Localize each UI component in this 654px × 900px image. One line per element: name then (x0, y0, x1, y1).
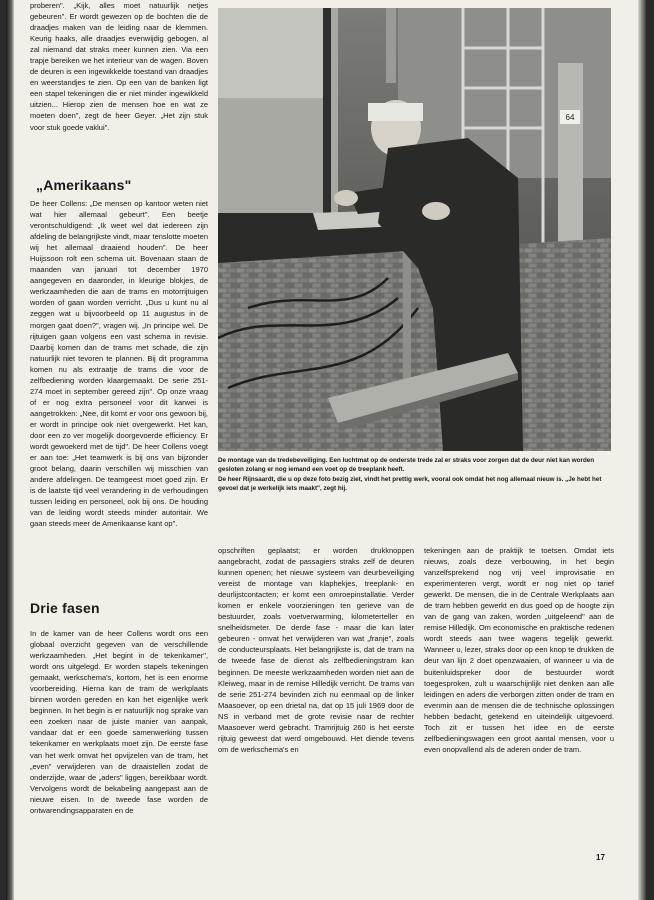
book-spine-shadow (6, 0, 14, 900)
paragraph: De heer Collens: „De mensen op kantoor weten niet wat hier allemaal gebeurt". Een beetje verontschuldigend: „Ik weet wel dat iedereen zijn afdeling de belangrijkste vindt, maar tenslotte moeten wij het allemaal draaiend houden". De heer Huijssoon rolt een schema uit. Bovenaan staan de maanden van januari tot december 1970 aangegeven en daaronder, in kleurige blokjes, de werkzaamheden die aan de trams en motorrijtuigen worden of gaan worden verricht. „Dus u kunt nu al zeggen wat u bijvoorbeeld op 11 augustus in de morgen gaat doen?", vragen wij. „In principe wel. De rijtuigen gaan volgens een vast schema in revisie. Daarbij komen dan de trams met schade, die zijn natuurlijk niet tevoren te plannen. Bij dit programma komen nu als extraatje de trams die voor de zelfbediening worden klaargemaakt. De serie 251-274 moet in september gereed zijn". Op onze vraag of er nog extra personeel voor dit karwei is aangetrokken: „Nee, dit komt er voor ons gewoon bij, er wordt in principe ook niet overgewerkt. Het kan, door een zo ver mogelijk doorgevoerde efficiency. Er wordt gewoekerd met de tijd". De heer Collens voegt er aan toe: „Het teamwerk is bij ons van bijzonder groot belang, daarin verschillen wij misschien van andere afdelingen. De teamgeest moet goed zijn. Er is de laatste tijd veel verandering in de verhoudingen tussen leiding en personeel, ook bij ons. De houding van de leiding wordt steeds minder autoritair. We gaan steeds meer de Amerikaanse kant op". (30, 199, 208, 529)
photo-caption (218, 456, 614, 493)
workshop-photo (218, 8, 611, 451)
column-3-text (424, 545, 614, 755)
paragraph: opschriften geplaatst; er worden drukknoppen aangebracht, zodat de passagiers straks zelf de deuren kunnen openen; het nieuwe systeem van deurbeveiliging vereist de montage van klaphekjes, treeplank- en deurlijstcontacten; er komt een omroepinstallatie. Verder komen er enkele voorzieningen ten gerieve van de bestuurder, zoals voetverwarming, kilometerteller en snelheidsmeter. De derde fase - maar die kan later gebeuren - omvat het verwijderen van wat „franje", zoals de conducteursplaats. Het belangrijkste is, dat de tram na de tweede fase de dienst als zelfbedieningstram kan beginnen. De meeste werkzaamheden worden niet aan de Kleiweg, maar in de remise Hilledijk verricht. De trams van de serie 251-274 bevinden zich nu eenmaal op de linker Maasoever, op een drietal na, dat op 15 juli 1969 door de NS in verband met de grote revisie naar de rechter Maasoever werd gebracht. Tramrijtuig 260 is het eerste rijtuig geweest dat werd omgebouwd. Het diende tevens om de werkschema's en (218, 546, 414, 754)
column-2-text (218, 545, 414, 755)
paragraph: In de kamer van de heer Collens wordt ons een globaal overzicht gegeven van de verschillende werkzaamheden. „Het begint in de tekenkamer", wordt ons uitgelegd. Er worden stapels tekeningen gemaakt, werkschema's, kortom, het is een enorme voorbereiding. Hierna kan de tram de werkplaats binnen worden gereden en kan het eigenlijke werk beginnen. In het begin is er natuurlijk nog sprake van een zoeken naar de juiste manier van aanpak, vandaar dat er een goede samenwerking tussen tekenkamer en werkplaats moet zijn. De eerste fase van het werk omvat het opvijzelen van de tram, het „even" verwijderen van de draaistellen zodat de onderzijde, waar de „aders" liggen, bereikbaar wordt. Vervolgens wordt de bekabeling aangepast aan de nieuwe eisen. In de tweede fase worden de ontwarendingsapparaten en de (30, 629, 208, 815)
column-1-amerikaans-text (30, 198, 208, 529)
page-number: 17 (596, 853, 605, 862)
paragraph: proberen". „Kijk, alles moet natuurlijk netjes gebeuren". Er wordt gewezen op de bochten die de draadjes maken van de leiding naar de klemmen. Keurig haaks, alle draadjes evenwijdig gebogen, al zal niemand dat straks meer kunnen zien. Via een trapje bereiken we het interieur van de wagen. Boven de deuren is een ingewikkelde toestand van draadjes en weerstandjes te zien. Op een van de banken ligt een stapel tekeningen die er niet minder ingewikkeld uitzien... Hierop zien de mensen hoe en wat ze moeten doen", zegt de heer Geyer. „Het zijn stuk voor stuk goede vaklui". (30, 1, 208, 132)
photo-illustration (218, 8, 611, 451)
paragraph: tekeningen aan de praktijk te toetsen. Omdat iets nieuws, zoals deze verbouwing, in het begin vanzelfsprekend nog vrij veel improvisatie en experimenteren vergt, wordt er nog niet op tarief gewerkt. De mensen, die in de Centrale Werkplaats aan de tram hebben gewerkt en dus goed op de hoogte zijn van de gang van zaken, worden „uitgeleend" aan de remise Hilledijk. Om economische en praktische redenen wordt steeds aan twee wagens tegelijk gewerkt. Wanneer u, lezer, straks door op een knop te drukken de deur van lijn 2 doet openzwaaien, of wanneer u via de buitenluidspreker door de bestuurder wordt toegesproken, zult u waarschijnlijk niet denken aan alle leidingen en aders die verborgen zitten onder de tram en evenmin aan de mensen die de technische oplossingen hebben bedacht, getekend en uiteindelijk uitgevoerd. Toch zit er tussen het idee en de eerste zelfbedieningswagen een groot aantal mensen, voor u even onopvallend als de aderen onder de tram. (424, 546, 614, 754)
page-edge-shadow (638, 0, 646, 900)
sign-number: 64 (565, 113, 575, 122)
heading-drie-fasen: Drie fasen (30, 600, 100, 616)
caption-line-1: De montage van de tredebeveiliging. Een luchtmat op de onderste trede zal er straks voor zorgen dat de deur niet kan worden gesloten zolang er nog iemand een voet op de treeplank heeft. (218, 457, 595, 474)
column-1-drie-fasen-text (30, 628, 208, 816)
magazine-page (6, 0, 646, 900)
heading-amerikaans: „Amerikaans" (36, 177, 132, 193)
column-1-intro-text (30, 0, 208, 133)
caption-line-2: De heer Rijnsaardt, die u op deze foto bezig ziet, vindt het prettig werk, vooral ook omdat het nog allemaal nieuw is. „Je hebt het gevoel dat je werkelijk iets maakt", zegt hij. (218, 475, 602, 492)
